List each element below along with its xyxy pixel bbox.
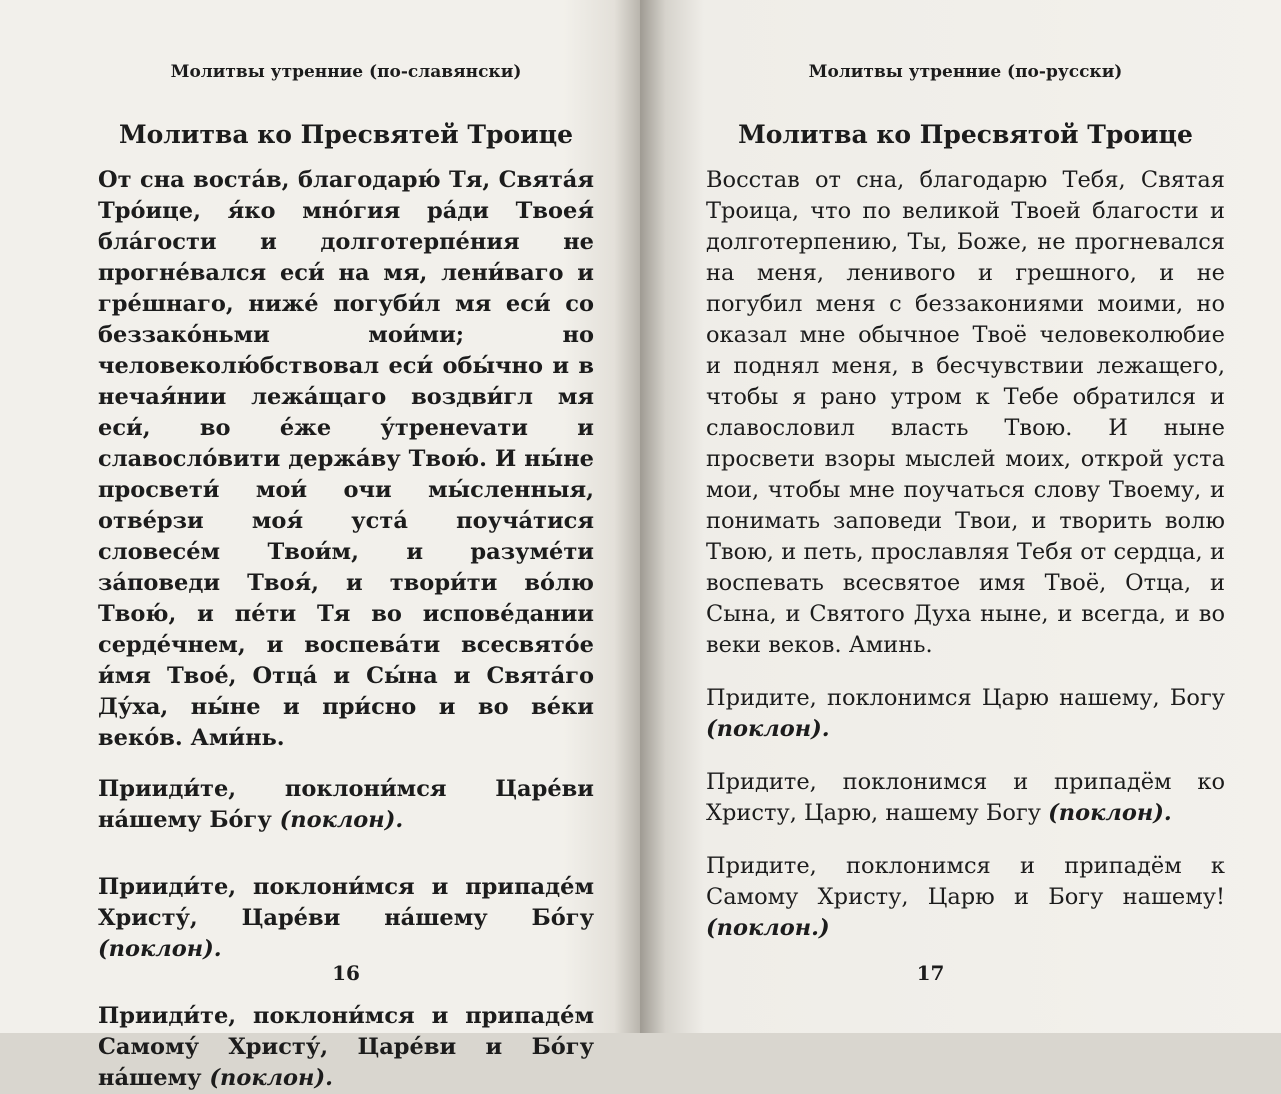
left-page bbox=[0, 0, 640, 1091]
left-prayer-body: От сна воста́в, благодарю́ Тя, Свята́я Тро́ице, я́ко мно́гия ра́ди Твоея́ бла́гости и долготерпе́ния не прогне́вался еси́ на мя, лени́ваго и гре́шнаго, ниже́ погуби́л мя еси́ со беззако́ньми мои́ми; но человеколю́бствовал еси́ обы́чно и в нечая́нии лежа́щаго воздви́гл мя еси́, во е́же у́тренevaти и славосло́вити держа́ву Твою́. И ны́не просвети́ мои́ очи мы́сленныя, отве́рзи моя́ уста́ поуча́тися словесе́м Твои́м, и разуме́ти за́поведи Твоя́, и твори́ти во́лю Твою́, и пе́ти Тя во испове́дании серде́чнем, и воспева́ти всесвято́е и́мя Твое́, Отца́ и Сы́на и Свята́го Ду́ха, ны́не и при́сно и во ве́ки веко́в. Ами́нь. bbox=[98, 167, 594, 751]
left-verse-3 bbox=[98, 1001, 594, 1094]
left-verse-1-bow: (поклон). bbox=[279, 807, 404, 833]
left-verse-2-bow: (поклон). bbox=[98, 936, 222, 962]
left-prayer-title: Молитва ко Пресвятей Троице bbox=[118, 120, 574, 149]
right-verse-2-bow: (поклон). bbox=[1048, 800, 1172, 826]
right-prayer-body: Восстав от сна, благодарю Тебя, Святая Троица, что по великой Твоей благости и долготерпению, Ты, Боже, не прогневался на меня, ленивого и грешного, и не погубил меня с беззакониями моими, но оказал мне обычное Твоё человеколюбие и поднял меня, в бесчувствии лежащего, чтобы я рано утром к Тебе обратился и славословил власть Твою. И ныне просвети взоры мыслей моих, открой уста мои, чтобы мне поучаться слову Твоему, и понимать заповеди Твои, и творить волю Твою, и петь, прославляя Тебя от сердца, и воспевать всесвятое имя Твоё, Отца, и Сына, и Святого Духа ныне, и всегда, и во веки веков. Аминь. bbox=[706, 167, 1225, 658]
left-verse-1-text: Прииди́те, поклони́мся Царе́ви на́шему Бо́гу bbox=[98, 776, 594, 833]
right-page-number: 17 bbox=[916, 961, 945, 985]
left-verse-2 bbox=[98, 872, 594, 965]
right-verse-3 bbox=[706, 851, 1225, 944]
left-verse-3-bow: (поклон). bbox=[209, 1065, 333, 1091]
right-verse-1-text: Придите, поклонимся Царю нашему, Богу bbox=[706, 685, 1225, 711]
right-verse-1 bbox=[706, 683, 1225, 745]
left-verse-1 bbox=[98, 774, 594, 836]
right-prayer-title: Молитва ко Пресвятой Троице bbox=[738, 120, 1193, 149]
left-verse-2-text: Прииди́те, поклони́мся и припаде́м Христу́, Царе́ви на́шему Бо́гу bbox=[98, 874, 594, 931]
right-page bbox=[640, 0, 1281, 1033]
right-verse-2-text: Придите, поклонимся и припадём ко Христу, Царю, нашему Богу bbox=[706, 769, 1225, 826]
left-running-head: Молитвы утренние (по-славянски) bbox=[170, 62, 522, 82]
left-verse-3-text: Прииди́те, поклони́мся и припаде́м Самому́ Христу́, Царе́ви и Бо́гу на́шему bbox=[98, 1003, 594, 1091]
right-verse-2 bbox=[706, 767, 1225, 829]
right-verse-3-bow: (поклон.) bbox=[706, 915, 830, 941]
right-verse-3-text: Придите, поклонимся и припадём к Самому Христу, Царю и Богу нашему! bbox=[706, 853, 1225, 910]
left-page-number: 16 bbox=[332, 961, 360, 985]
right-verse-1-bow: (поклон). bbox=[706, 716, 830, 742]
right-running-head: Молитвы утренние (по-русски) bbox=[808, 62, 1123, 82]
